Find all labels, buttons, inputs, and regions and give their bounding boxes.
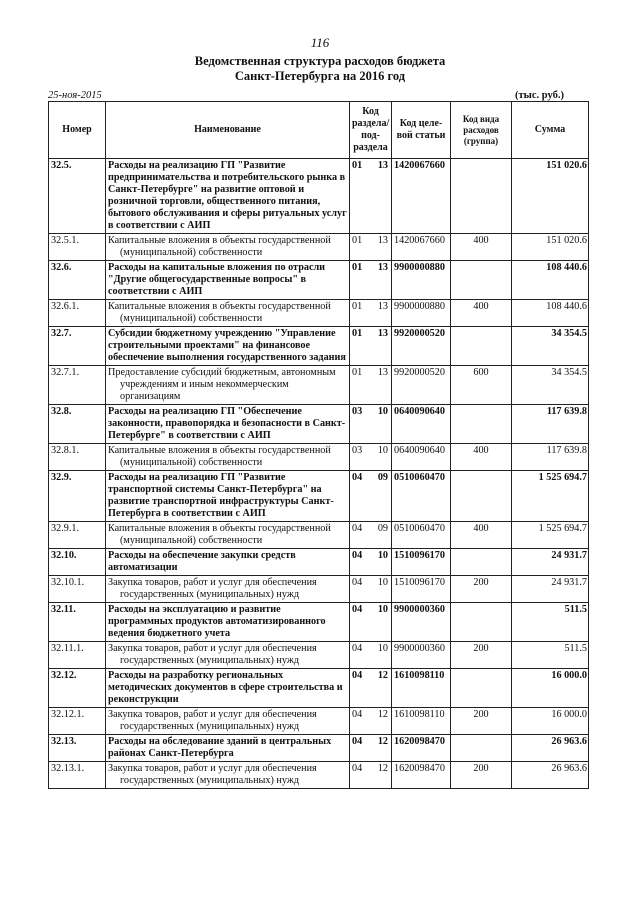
row-csr: 1420067660 — [392, 159, 451, 234]
table-row — [49, 405, 589, 444]
table-row — [49, 261, 589, 300]
row-name: Расходы на разработку региональных методических документов в сфере строительства и реконструкции — [106, 669, 350, 708]
row-subsection: 12 — [367, 735, 392, 762]
table-row — [49, 522, 589, 549]
table-row — [49, 576, 589, 603]
row-number: 32.12. — [49, 669, 106, 708]
row-name: Закупка товаров, работ и услуг для обеспечения государственных (муниципальных) нужд — [106, 762, 350, 789]
header-csr: Код целе- вой статьи — [392, 102, 451, 159]
table-row — [49, 366, 589, 405]
row-csr: 1610098110 — [392, 669, 451, 708]
row-section: 03 — [350, 444, 367, 471]
row-number: 32.6. — [49, 261, 106, 300]
row-number: 32.6.1. — [49, 300, 106, 327]
row-name: Закупка товаров, работ и услуг для обеспечения государственных (муниципальных) нужд — [106, 708, 350, 735]
table-row — [49, 159, 589, 234]
row-vid: 200 — [451, 762, 512, 789]
row-subsection: 13 — [367, 366, 392, 405]
row-sum: 511.5 — [512, 603, 589, 642]
row-section: 04 — [350, 735, 367, 762]
row-csr: 1610098110 — [392, 708, 451, 735]
row-vid: 200 — [451, 708, 512, 735]
title-line-2: Санкт-Петербурга на 2016 год — [234, 69, 406, 83]
row-name: Субсидии бюджетному учреждению "Управление строительными проектами" на финансовое обеспечение выполнения государственного задания — [106, 327, 350, 366]
row-subsection: 12 — [367, 762, 392, 789]
row-section: 04 — [350, 576, 367, 603]
row-subsection: 12 — [367, 669, 392, 708]
currency-unit: (тыс. руб.) — [515, 90, 564, 101]
row-vid — [451, 471, 512, 522]
row-section: 04 — [350, 471, 367, 522]
row-sum: 34 354.5 — [512, 366, 589, 405]
document-title — [0, 54, 640, 84]
row-name: Капитальные вложения в объекты государственной (муниципальной) собственности — [106, 444, 350, 471]
row-number: 32.8.1. — [49, 444, 106, 471]
row-number: 32.11. — [49, 603, 106, 642]
row-csr: 1620098470 — [392, 735, 451, 762]
row-subsection: 13 — [367, 327, 392, 366]
header-name: Наименование — [106, 102, 350, 159]
row-csr: 9920000520 — [392, 327, 451, 366]
row-subsection: 13 — [367, 234, 392, 261]
row-number: 32.12.1. — [49, 708, 106, 735]
row-csr: 0640090640 — [392, 405, 451, 444]
row-subsection: 10 — [367, 576, 392, 603]
row-csr: 9900000880 — [392, 300, 451, 327]
row-subsection: 10 — [367, 549, 392, 576]
row-section: 04 — [350, 708, 367, 735]
header-section: Код раздела/ под- раздела — [350, 102, 392, 159]
document-date: 25-ноя-2015 — [48, 90, 102, 101]
row-name: Расходы на эксплуатацию и развитие программных продуктов автоматизированного ведения бюджетного учета — [106, 603, 350, 642]
row-name: Капитальные вложения в объекты государственной (муниципальной) собственности — [106, 522, 350, 549]
row-vid — [451, 669, 512, 708]
row-section: 01 — [350, 366, 367, 405]
row-csr: 1420067660 — [392, 234, 451, 261]
row-number: 32.5. — [49, 159, 106, 234]
row-subsection: 09 — [367, 471, 392, 522]
row-vid: 600 — [451, 366, 512, 405]
row-number: 32.11.1. — [49, 642, 106, 669]
row-sum: 117 639.8 — [512, 405, 589, 444]
table-row — [49, 708, 589, 735]
row-name: Расходы на обеспечение закупки средств автоматизации — [106, 549, 350, 576]
row-vid: 200 — [451, 576, 512, 603]
row-subsection: 13 — [367, 159, 392, 234]
row-csr: 1510096170 — [392, 576, 451, 603]
row-sum: 1 525 694.7 — [512, 471, 589, 522]
header-sum: Сумма — [512, 102, 589, 159]
row-sum: 108 440.6 — [512, 261, 589, 300]
row-name: Предоставление субсидий бюджетным, автономным учреждениям и иным некоммерческим организациям — [106, 366, 350, 405]
table-row — [49, 735, 589, 762]
row-name: Расходы на реализацию ГП "Обеспечение законности, правопорядка и безопасности в Санкт-Петербурге" в соответствии с АИП — [106, 405, 350, 444]
row-name: Закупка товаров, работ и услуг для обеспечения государственных (муниципальных) нужд — [106, 642, 350, 669]
row-csr: 9920000520 — [392, 366, 451, 405]
table-row — [49, 444, 589, 471]
row-csr: 0640090640 — [392, 444, 451, 471]
row-section: 01 — [350, 261, 367, 300]
row-name: Расходы на реализацию ГП "Развитие транспортной системы Санкт-Петербурга" на развитие транспортной инфраструктуры Санкт-Петербурга в соответствии с АИП — [106, 471, 350, 522]
row-section: 04 — [350, 603, 367, 642]
row-sum: 151 020.6 — [512, 234, 589, 261]
table-row — [49, 603, 589, 642]
row-section: 01 — [350, 300, 367, 327]
row-section: 04 — [350, 522, 367, 549]
row-section: 01 — [350, 234, 367, 261]
row-csr: 0510060470 — [392, 522, 451, 549]
row-number: 32.5.1. — [49, 234, 106, 261]
row-sum: 108 440.6 — [512, 300, 589, 327]
row-sum: 26 963.6 — [512, 762, 589, 789]
row-number: 32.13. — [49, 735, 106, 762]
row-name: Капитальные вложения в объекты государственной (муниципальной) собственности — [106, 300, 350, 327]
header-number: Номер — [49, 102, 106, 159]
row-section: 03 — [350, 405, 367, 444]
row-number: 32.9. — [49, 471, 106, 522]
row-csr: 0510060470 — [392, 471, 451, 522]
row-vid: 400 — [451, 522, 512, 549]
row-subsection: 13 — [367, 300, 392, 327]
row-number: 32.10. — [49, 549, 106, 576]
table-row — [49, 300, 589, 327]
row-number: 32.9.1. — [49, 522, 106, 549]
row-subsection: 09 — [367, 522, 392, 549]
row-name: Закупка товаров, работ и услуг для обеспечения государственных (муниципальных) нужд — [106, 576, 350, 603]
row-subsection: 10 — [367, 405, 392, 444]
row-vid: 200 — [451, 642, 512, 669]
row-vid — [451, 261, 512, 300]
row-name: Расходы на реализацию ГП "Развитие предпринимательства и потребительского рынка в Санкт-Петербурге" на развитие оптовой и розничной торговли, общественного питания, бытового обслуживания и сферы ритуальных услуг в соответствии с АИП — [106, 159, 350, 234]
row-csr: 1510096170 — [392, 549, 451, 576]
table-row — [49, 642, 589, 669]
row-number: 32.7.1. — [49, 366, 106, 405]
row-section: 04 — [350, 669, 367, 708]
row-vid: 400 — [451, 300, 512, 327]
title-line-1: Ведомственная структура расходов бюджета — [194, 54, 446, 68]
row-subsection: 12 — [367, 708, 392, 735]
row-number: 32.13.1. — [49, 762, 106, 789]
table-row — [49, 669, 589, 708]
table-row — [49, 471, 589, 522]
row-csr: 1620098470 — [392, 762, 451, 789]
table-row — [49, 327, 589, 366]
row-csr: 9900000360 — [392, 603, 451, 642]
row-sum: 1 525 694.7 — [512, 522, 589, 549]
table-row — [49, 762, 589, 789]
header-vid: Код вида расходов (группа) — [451, 102, 512, 159]
row-number: 32.8. — [49, 405, 106, 444]
row-sum: 16 000.0 — [512, 669, 589, 708]
row-vid — [451, 735, 512, 762]
row-section: 04 — [350, 642, 367, 669]
row-section: 01 — [350, 327, 367, 366]
row-csr: 9900000880 — [392, 261, 451, 300]
table-row — [49, 549, 589, 576]
row-vid: 400 — [451, 234, 512, 261]
row-section: 01 — [350, 159, 367, 234]
row-sum: 26 963.6 — [512, 735, 589, 762]
row-number: 32.10.1. — [49, 576, 106, 603]
row-vid — [451, 549, 512, 576]
row-section: 04 — [350, 549, 367, 576]
row-vid — [451, 327, 512, 366]
row-sum: 16 000.0 — [512, 708, 589, 735]
row-subsection: 13 — [367, 261, 392, 300]
row-sum: 117 639.8 — [512, 444, 589, 471]
row-vid: 400 — [451, 444, 512, 471]
row-name: Расходы на обследование зданий в центральных районах Санкт-Петербурга — [106, 735, 350, 762]
row-vid — [451, 603, 512, 642]
row-name: Капитальные вложения в объекты государственной (муниципальной) собственности — [106, 234, 350, 261]
row-vid — [451, 405, 512, 444]
row-section: 04 — [350, 762, 367, 789]
row-subsection: 10 — [367, 444, 392, 471]
row-subsection: 10 — [367, 603, 392, 642]
budget-table — [48, 101, 589, 789]
row-number: 32.7. — [49, 327, 106, 366]
row-vid — [451, 159, 512, 234]
row-sum: 24 931.7 — [512, 576, 589, 603]
row-sum: 24 931.7 — [512, 549, 589, 576]
row-sum: 511.5 — [512, 642, 589, 669]
row-csr: 9900000360 — [392, 642, 451, 669]
table-row — [49, 234, 589, 261]
row-subsection: 10 — [367, 642, 392, 669]
row-sum: 151 020.6 — [512, 159, 589, 234]
row-name: Расходы на капитальные вложения по отрасли "Другие общегосударственные вопросы" в соответствии с АИП — [106, 261, 350, 300]
page-number: 116 — [310, 35, 330, 50]
row-sum: 34 354.5 — [512, 327, 589, 366]
